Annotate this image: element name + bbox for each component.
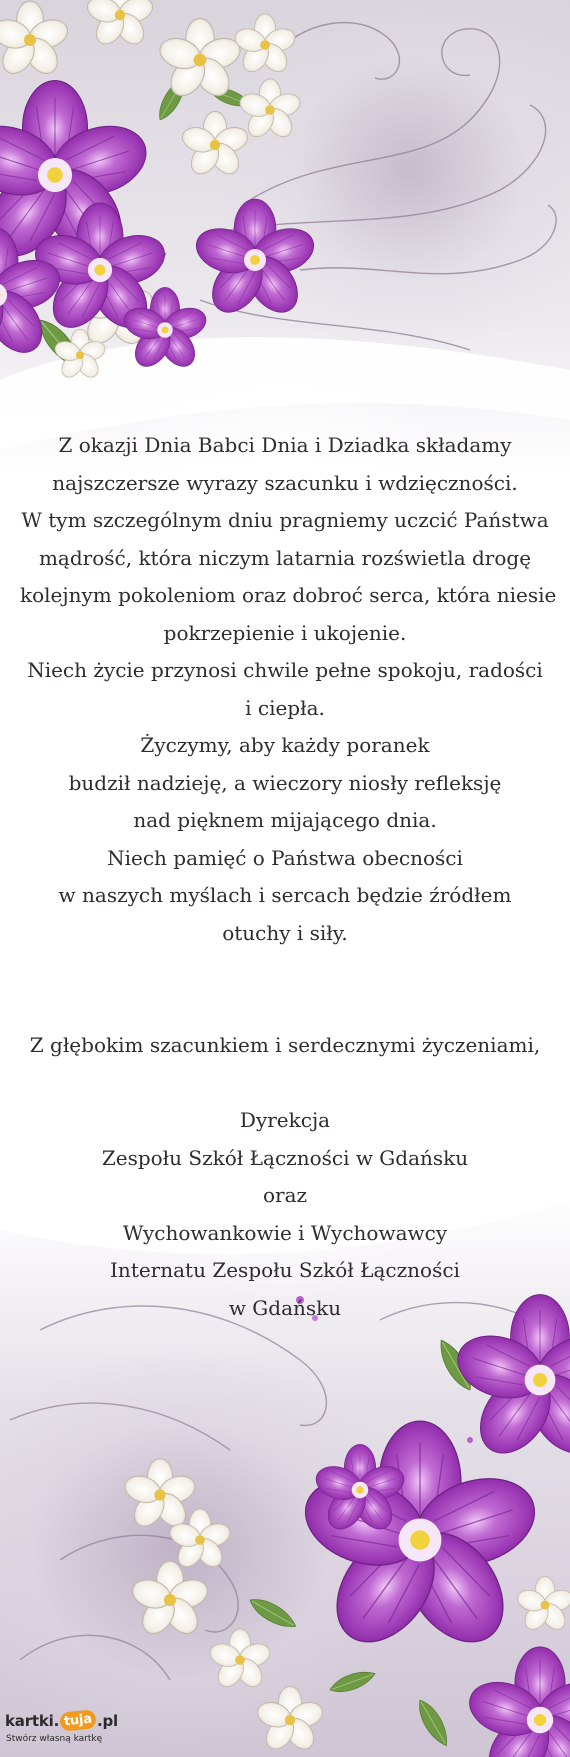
signature-line: w Gdańsku [228,1295,342,1320]
message-line: pokrzepienie i ukojenie. [163,620,407,645]
watermark-tagline: Stwórz własną kartkę [6,1734,103,1744]
watermark-brand-text: kartki. [5,1711,60,1730]
spacer [20,990,550,1028]
greeting-message [20,427,557,1327]
watermark-brand-badge: tuja [59,1709,97,1732]
signature-line: Zespołu Szkół Łączności w Gdańsku [101,1145,469,1170]
message-line: kolejnym pokoleniom oraz dobroć serca, która niesie [20,583,557,607]
message-line: najszczersze wyrazy szacunku i wdzięczności. [52,470,518,495]
spacer [20,1065,550,1103]
signature-line: oraz [262,1183,308,1207]
bottom-right-flowers [121,1295,570,1757]
watermark-logo [5,1711,118,1730]
message-line: W tym szczególnym dniu pragniemy uczcić Państwa [21,508,549,532]
message-line: Z okazji Dnia Babci Dnia i Dziadka składamy [58,433,512,457]
top-left-flowers [0,0,320,381]
message-line: mądrość, która niczym latarnia rozświetla drogę [38,545,532,570]
signature-line: Dyrekcja [239,1108,331,1132]
message-line: Niech życie przynosi chwile pełne spokoju, radości [27,658,543,682]
site-watermark[interactable] [5,1709,125,1751]
signature-line: Internatu Zespołu Szkół Łączności [110,1258,460,1282]
message-line: w naszych myślach i sercach będzie źródłem [58,883,512,907]
spacer [20,952,550,990]
closing-line: Z głębokim szacunkiem i serdecznymi życzeniami, [29,1033,541,1057]
message-line: Życzymy, aby każdy poranek [140,733,430,757]
signature-line: Wychowankowie i Wychowawcy [122,1220,448,1245]
message-line: Niech pamięć o Państwa obecności [107,845,463,870]
message-line: otuchy i siły. [222,920,348,945]
message-line: nad pięknem mijającego dnia. [133,808,437,832]
message-line: budził nadzieję, a wieczory niosły refleksję [68,770,502,795]
message-line: i ciepła. [245,695,325,720]
watermark-brand-domain: .pl [97,1711,118,1730]
